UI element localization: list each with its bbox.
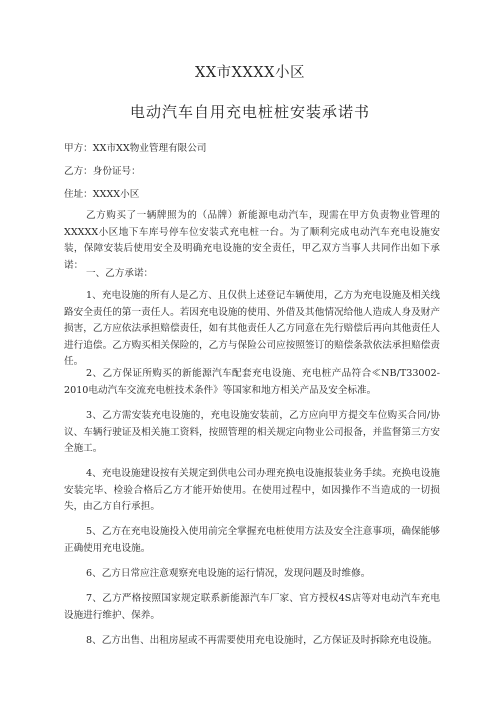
party-a-line: 甲方：XX市XX物业管理有限公司 bbox=[64, 143, 207, 154]
clause-4: 4、充电设施建设按有关规定到供电公司办理充换电设施报装业务手续。充换电设施安装完毕、检验合格后乙方才能开始使用。在使用过程中，如因操作不当造成的一切损失，由乙方自行承担。 bbox=[64, 468, 440, 513]
address-line: 住址：XXXX小区 bbox=[64, 189, 140, 200]
clause-6: 6、乙方日常应注意观察充电设施的运行情况，发现问题及时维修。 bbox=[86, 568, 371, 579]
section-heading: 一、乙方承诺： bbox=[86, 268, 154, 279]
community-title: XX市XXXX小区 bbox=[195, 65, 305, 81]
clause-2: 2、乙方保证所购买的新能源汽车配套充电设施、充电桩产品符合≪NB/T33002-2010电动汽车交流充电桩技术条件》等国家和地方相关产品及安全标准。 bbox=[64, 368, 440, 396]
clause-5: 5、乙方在充电设施投入使用前完全掌握充电桩使用方法及安全注意事项，确保能够正确使用充电设施。 bbox=[64, 526, 440, 554]
clause-7: 7、乙方严格按照国家规定联系新能源汽车厂家、官方授权4S店等对电动汽车充电设施进行维护、保养。 bbox=[64, 593, 440, 621]
intro-paragraph: 乙方购买了一辆牌照为的（品牌）新能源电动汽车，现需在甲方负责物业管理的XXXXX小区地下车库号停车位安装式充电桩一台。为了顺利完成电动汽车充电设施安装，保障安装后使用安全及明确充电设施的安全责任，甲乙双方当事人共同作出如下承诺： bbox=[64, 210, 440, 271]
document-title: 电动汽车自用充电桩桩安装承诺书 bbox=[129, 103, 370, 121]
party-b-line: 乙方：身份证号： bbox=[64, 166, 141, 177]
clause-8: 8、乙方出售、出租房屋或不再需要使用充电设施时，乙方保证及时拆除充电设施。 bbox=[86, 635, 438, 646]
clause-1: 1、充电设施的所有人是乙方、且仅供上述登记车辆使用，乙方为充电设施及相关线路安全责任的第一责任人。若因充电设施的使用、外借及其他情况给他人造成人身及财产损害，乙方应依法承担赔偿责任，如有其他责任人乙方同意在先行赔偿后再向其他责任人进行追偿。乙方购买相关保险的，乙方与保险公司应按照签订的赔偿条款依法承担赔偿责任。 bbox=[64, 290, 440, 368]
clause-3: 3、乙方需安装充电设施的，充电设施安装前，乙方应向甲方提交车位购买合同/协议、车辆行驶证及相关施工资料，按照管理的相关规定向物业公司报备，并监督第三方安全施工。 bbox=[64, 410, 440, 455]
